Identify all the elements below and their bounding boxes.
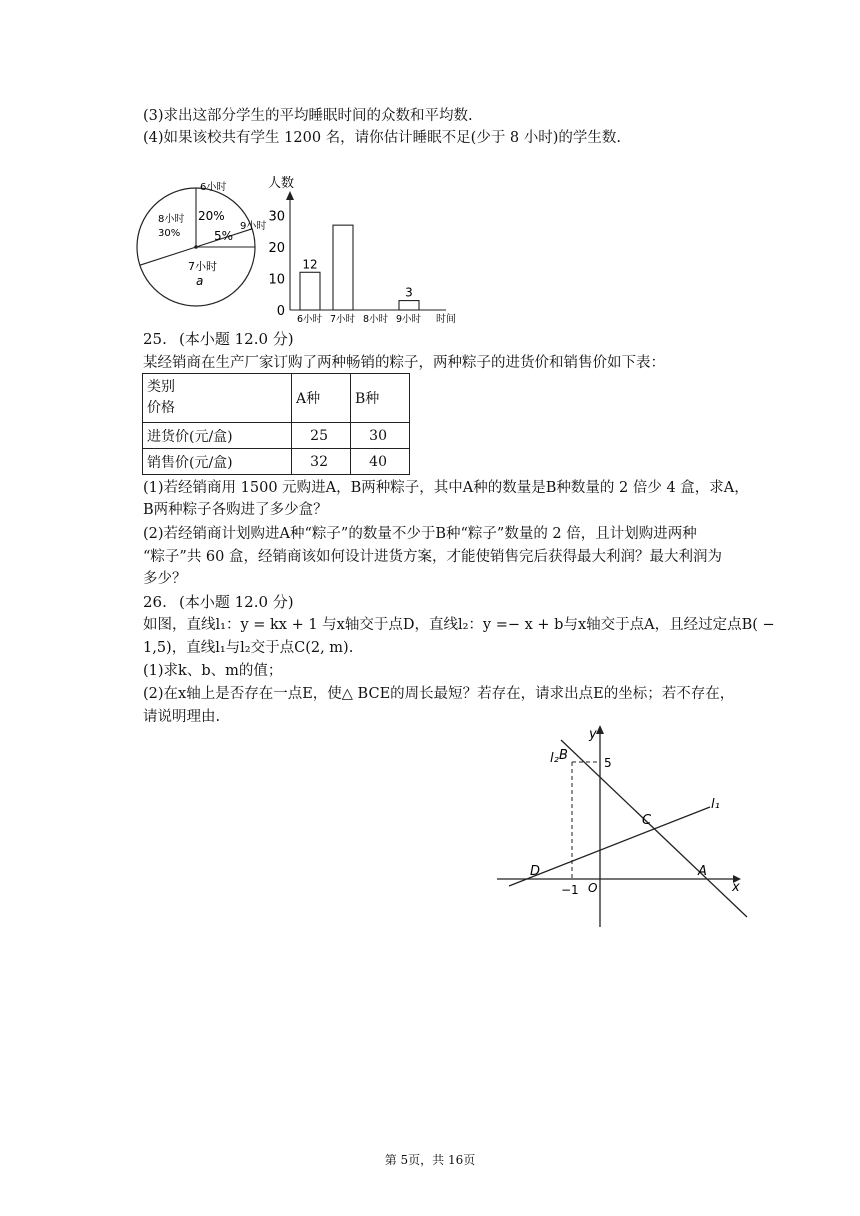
table-col-a: A种 — [292, 374, 351, 423]
q25-p1-line2: B两种粽子各购进了多少盒？ — [143, 502, 328, 518]
q25-header — [143, 329, 294, 349]
table-col-b: B种 — [351, 374, 410, 423]
q25-intro: 某经销商在生产厂家订购了两种畅销的粽子，两种粽子的进货价和销售价如下表： — [143, 355, 665, 371]
pie-label-seven-pct: a — [196, 274, 204, 288]
bar-chart — [262, 175, 462, 325]
pie-label-seven: 7小时 — [188, 260, 217, 273]
label-l1: l₁ — [711, 797, 720, 812]
label-l2: l₂ — [550, 751, 559, 766]
q25-number: 25. — [143, 330, 167, 348]
y-axis-arrow — [596, 725, 604, 734]
bar-value-label: 3 — [405, 285, 413, 300]
table-row1-a: 25 — [292, 423, 351, 449]
pie-label-eight-pct: 30% — [158, 228, 181, 239]
bar-9小时 — [399, 301, 419, 310]
table-corner-top: 类别 — [147, 379, 175, 395]
label-D: D — [530, 864, 541, 879]
bar-ylabel: 人数 — [268, 176, 295, 191]
label-x: x — [732, 880, 740, 895]
bar-category-label: 6小时 — [297, 314, 323, 325]
q26-header — [143, 592, 294, 612]
pie-label-eight: 8小时 — [158, 214, 185, 225]
q26-number: 26. — [143, 593, 167, 611]
label-B: B — [559, 748, 568, 763]
table-row1-b: 30 — [351, 423, 410, 449]
bar-category-label: 7小时 — [330, 314, 356, 325]
q26-score: (本小题 12.0 分) — [179, 593, 294, 611]
table-row2-a: 32 — [292, 449, 351, 475]
bar-ytick-label: 30 — [268, 209, 285, 225]
pie-label-six: 6小时 — [200, 182, 227, 193]
table-row2-b: 40 — [351, 449, 410, 475]
bar-xlabel: 时间 — [436, 314, 456, 325]
price-table — [142, 373, 410, 475]
bar-value-label: 12 — [302, 257, 318, 272]
label-five: 5 — [604, 756, 612, 770]
q26-line2: 1,5)，直线l₁与l₂交于点C(2, m). — [143, 640, 354, 656]
q26-p2-line2: 请说明理由. — [143, 709, 221, 725]
table-corner — [143, 374, 292, 423]
label-A: A — [698, 864, 707, 879]
page-footer: 第 5页，共 16页 — [384, 1153, 476, 1167]
pie-chart — [136, 175, 276, 315]
q25-p2-line2: “粽子”共 60 盒，经销商该如何设计进货方案，才能使销售完后获得最大利润？最大利润为 — [143, 549, 722, 565]
bar-y-arrow — [286, 191, 294, 200]
table-row1-label: 进货价(元/盒) — [143, 423, 292, 449]
pie-center — [194, 245, 198, 249]
q25-p1-line1: (1)若经销商用 1500 元购进A，B两种粽子，其中A种的数量是B种数量的 2 倍少 4 盒，求A， — [143, 480, 749, 496]
table-row2-label: 销售价(元/盒) — [143, 449, 292, 475]
q25-score: (本小题 12.0 分) — [179, 330, 294, 348]
table-corner-bottom: 价格 — [147, 400, 175, 416]
label-neg1: −1 — [561, 883, 579, 897]
q24-part3: (3)求出这部分学生的平均睡眠时间的众数和平均数. — [143, 108, 473, 124]
bar-category-label: 9小时 — [396, 314, 422, 325]
label-y: y — [589, 727, 597, 742]
q26-line1: 如图，直线l₁：y = kx + 1 与x轴交于点D，直线l₂：y =− x + b与x轴交于点A，且经过定点B( − — [143, 617, 775, 633]
q26-p1: (1)求k、b、m的值； — [143, 663, 283, 679]
bar-ytick-label: 10 — [268, 272, 285, 288]
line-graph-figure — [495, 722, 755, 932]
bar-ytick-label: 0 — [276, 304, 285, 319]
q25-p2-line3: 多少？ — [143, 571, 187, 587]
bar-ytick-label: 20 — [268, 241, 285, 257]
bar-7小时 — [333, 225, 353, 310]
bar-category-label: 8小时 — [363, 314, 389, 325]
q25-p2-line1: (2)若经销商计划购进A种“粽子”的数量不少于B种“粽子”数量的 2 倍，且计划购进两种 — [143, 526, 697, 542]
q26-p2-line1: (2)在x轴上是否存在一点E，使△ BCE的周长最短？若存在，请求出点E的坐标；若不存在， — [143, 686, 735, 702]
pie-label-nine: 9小时 — [240, 221, 267, 232]
label-C: C — [642, 813, 652, 828]
pie-label-nine-pct: 5% — [214, 229, 234, 243]
label-O: O — [588, 881, 598, 895]
bar-6小时 — [300, 272, 320, 310]
pie-label-six-pct: 20% — [198, 209, 225, 223]
q24-part4: (4)如果该校共有学生 1200 名，请你估计睡眠不足(少于 8 小时)的学生数. — [143, 130, 622, 146]
